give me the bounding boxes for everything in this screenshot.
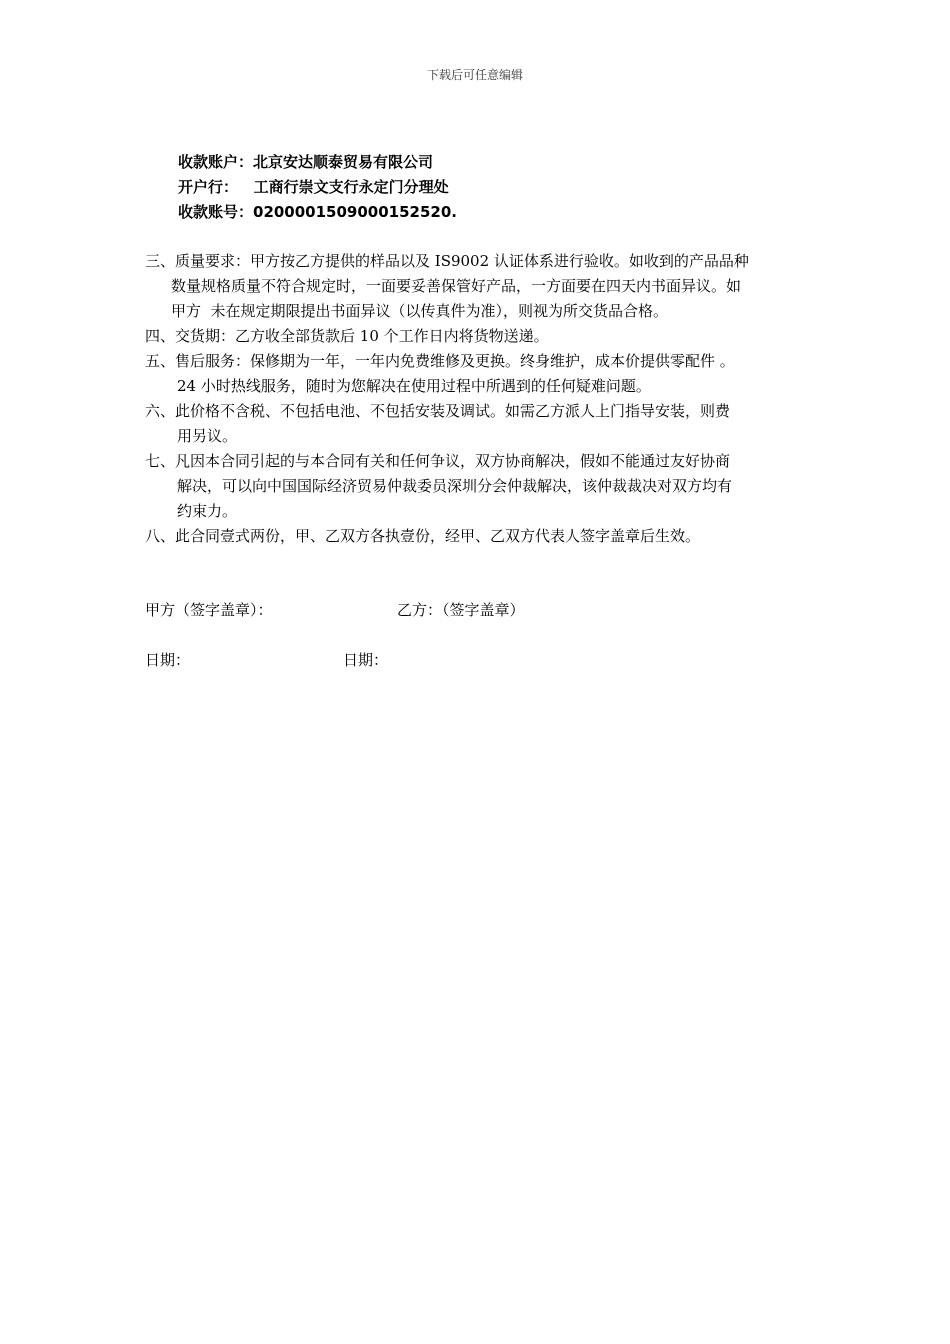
account-info bbox=[178, 150, 457, 225]
clause-copies bbox=[145, 524, 825, 549]
clause-line: 八、此合同壹式两份，甲、乙双方各执壹份，经甲、乙双方代表人签字盖章后生效。 bbox=[145, 527, 701, 545]
clause-line: 七、凡因本合同引起的与本合同有关和任何争议，双方协商解决，假如不能通过友好协商 bbox=[145, 452, 731, 470]
party-b-date-label: 日期： bbox=[343, 651, 389, 669]
date-row bbox=[145, 648, 389, 723]
clause-line: 六、此价格不含税、不包括电池、不包括安装及调试。如需乙方派人上门指导安装，则费 bbox=[145, 402, 731, 420]
party-a-date-label: 日期： bbox=[145, 651, 191, 669]
clause-price bbox=[145, 399, 825, 449]
clause-line: 甲方 未在规定期限提出书面异议（以传真件为准），则视为所交货品合格。 bbox=[171, 302, 669, 320]
contract-clauses bbox=[145, 249, 825, 549]
party-a-signature-label: 甲方（签字盖章）： bbox=[145, 601, 273, 619]
clause-line: 约束力。 bbox=[177, 502, 238, 520]
account-number: 收款账号：0200001509000152520. bbox=[178, 203, 458, 221]
clause-after-sales bbox=[145, 349, 825, 399]
clause-line: 五、售后服务：保修期为一年，一年内免费维修及更换。终身维护，成本价提供零配件 。 bbox=[145, 352, 735, 370]
clause-quality bbox=[145, 249, 825, 324]
payee-account: 收款账户：北京安达顺泰贸易有限公司 bbox=[178, 153, 434, 171]
party-b-signature-label: 乙方：（签字盖章） bbox=[397, 601, 525, 619]
bank-name: 开户行： 工商行崇文支行永定门分理处 bbox=[178, 178, 449, 196]
clause-dispute bbox=[145, 449, 825, 524]
clause-delivery bbox=[145, 324, 825, 349]
clause-line: 用另议。 bbox=[177, 427, 238, 445]
clause-line: 解决，可以向中国国际经济贸易仲裁委员深圳分会仲裁解决，该仲裁裁决对双方均有 bbox=[177, 477, 733, 495]
clause-line: 三、质量要求：甲方按乙方提供的样品以及 IS9002 认证体系进行验收。如收到的产品品种 bbox=[145, 252, 749, 270]
clause-line: 24 小时热线服务，随时为您解决在使用过程中所遇到的任何疑难问题。 bbox=[177, 377, 651, 395]
clause-line: 四、交货期：乙方收全部货款后 10 个工作日内将货物送递。 bbox=[145, 327, 549, 345]
clause-line: 数量规格质量不符合规定时，一面要妥善保管好产品，一方面要在四天内书面异议。如 bbox=[171, 277, 742, 295]
header-note: 下载后可任意编辑 bbox=[426, 68, 523, 82]
